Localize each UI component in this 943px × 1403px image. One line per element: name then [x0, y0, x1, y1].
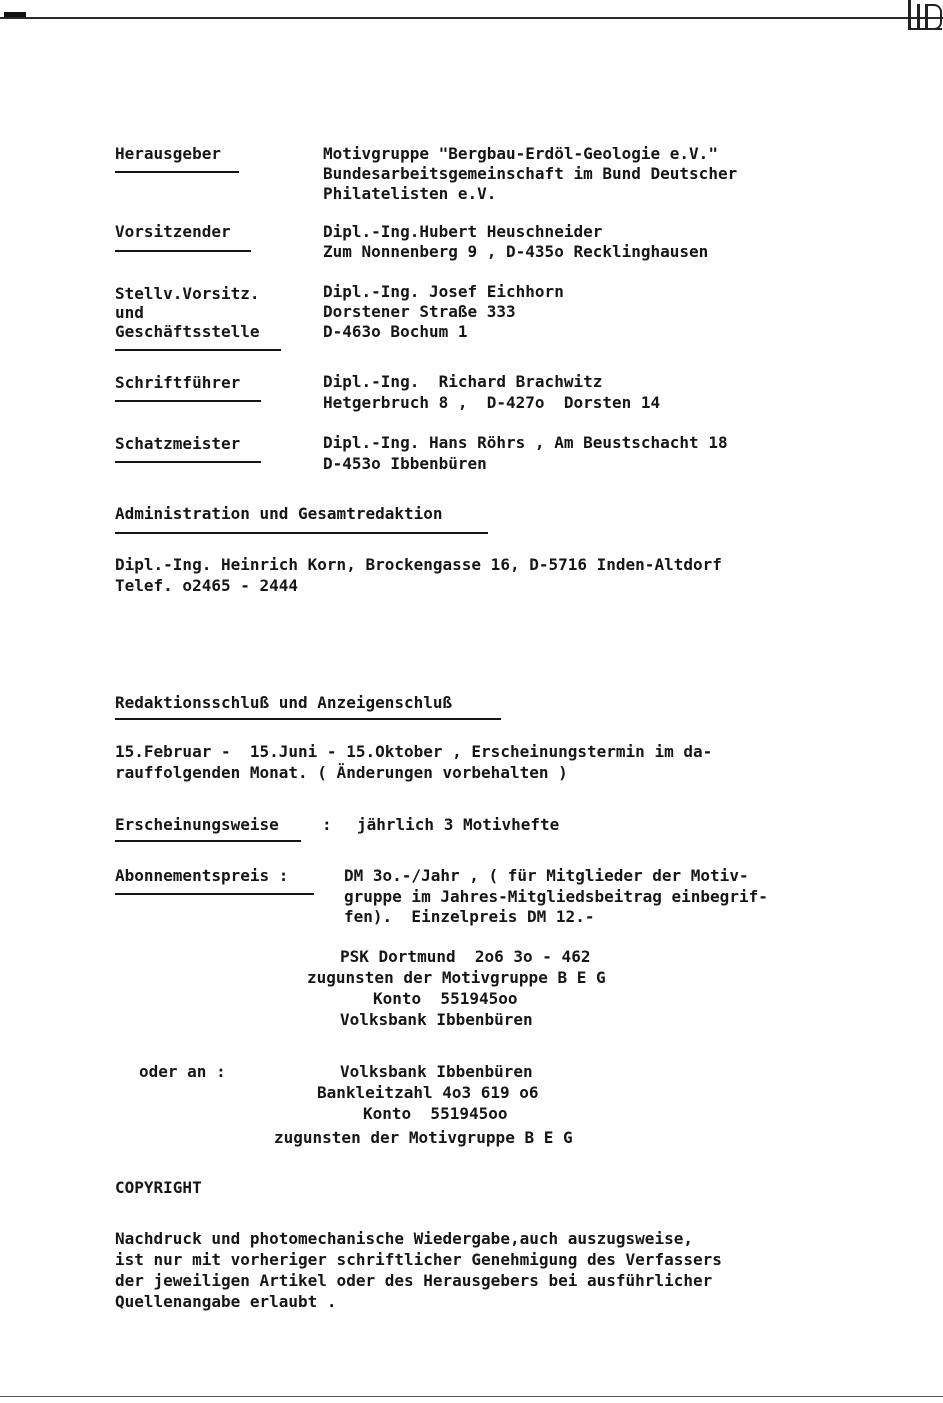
administration-line-1: Dipl.-Ing. Heinrich Korn, Brockengasse 16, D-5716 Inden-Altdorf: [115, 555, 722, 574]
schriftfuehrer-line-2: Hetgerbruch 8 , D-427o Dorsten 14: [323, 393, 661, 412]
copyright-line-3: der jeweiligen Artikel oder des Herausgebers bei ausführlicher: [115, 1271, 713, 1290]
administration-underline: [115, 532, 488, 534]
stellv-label-line-2: und: [115, 303, 144, 322]
schatzmeister-label: Schatzmeister: [115, 434, 241, 453]
herausgeber-line-1: Motivgruppe "Bergbau-Erdöl-Geologie e.V.": [323, 144, 718, 163]
herausgeber-line-2: Bundesarbeitsgemeinschaft im Bund Deutscher: [323, 164, 738, 183]
abonnement-line-1: DM 3o.-/Jahr , ( für Mitglieder der Motiv-: [344, 866, 749, 885]
redaktionsschluss-underline: [115, 718, 501, 720]
copyright-heading: COPYRIGHT: [115, 1178, 202, 1197]
herausgeber-label: Herausgeber: [115, 144, 221, 163]
payment-2-intro: oder an :: [139, 1062, 226, 1081]
abonnement-underline: [115, 893, 314, 895]
stellv-label-line-1: Stellv.Vorsitz.: [115, 284, 260, 303]
copyright-line-1: Nachdruck und photomechanische Wiedergabe,auch auszugsweise,: [115, 1229, 693, 1248]
payment-1-line-4: Volksbank Ibbenbüren: [340, 1010, 533, 1029]
copyright-line-2: ist nur mit vorheriger schriftlicher Genehmigung des Verfassers: [115, 1250, 722, 1269]
erscheinungsweise-colon: :: [322, 815, 332, 834]
herausgeber-underline: [115, 171, 239, 173]
top-rule: [0, 17, 943, 19]
payment-1-line-3: Konto 551945oo: [373, 989, 518, 1008]
payment-2-line-1: Volksbank Ibbenbüren: [340, 1062, 533, 1081]
stellv-underline: [115, 349, 281, 351]
schatzmeister-underline: [115, 461, 261, 463]
abonnement-line-3: fen). Einzelpreis DM 12.-: [344, 907, 595, 926]
stellv-label-line-3: Geschäftsstelle: [115, 322, 260, 341]
payment-2-line-2: Bankleitzahl 4o3 619 o6: [317, 1083, 539, 1102]
vorsitzender-label: Vorsitzender: [115, 222, 231, 241]
schriftfuehrer-label: Schriftführer: [115, 373, 241, 392]
bottom-rule: [0, 1396, 943, 1397]
administration-line-2: Telef. o2465 - 2444: [115, 576, 299, 595]
schatzmeister-line-2: D-453o Ibbenbüren: [323, 454, 487, 473]
herausgeber-line-3: Philatelisten e.V.: [323, 184, 497, 203]
abonnement-label: Abonnementspreis :: [115, 866, 289, 885]
erscheinungsweise-label: Erscheinungsweise: [115, 815, 279, 834]
vorsitzender-line-2: Zum Nonnenberg 9 , D-435o Recklinghausen: [323, 242, 709, 261]
vorsitzender-line-1: Dipl.-Ing.Hubert Heuschneider: [323, 222, 603, 241]
schatzmeister-line-1: Dipl.-Ing. Hans Röhrs , Am Beustschacht 18: [323, 433, 728, 452]
redaktionsschluss-line-1: 15.Februar - 15.Juni - 15.Oktober , Erscheinungstermin im da-: [115, 742, 713, 761]
redaktionsschluss-line-2: rauffolgenden Monat. ( Änderungen vorbehalten ): [115, 763, 568, 782]
payment-1-line-1: PSK Dortmund 2o6 3o - 462: [340, 947, 591, 966]
erscheinungsweise-underline: [115, 840, 301, 842]
payment-1-line-2: zugunsten der Motivgruppe B E G: [307, 968, 606, 987]
payment-2-line-3: Konto 551945oo: [363, 1104, 508, 1123]
stellv-line-2: Dorstener Straße 333: [323, 302, 516, 321]
schriftfuehrer-underline: [115, 400, 261, 402]
redaktionsschluss-heading: Redaktionsschluß und Anzeigenschluß: [115, 693, 453, 712]
vorsitzender-underline: [115, 250, 251, 252]
page-corner-mark: [908, 0, 942, 30]
administration-heading: Administration und Gesamtredaktion: [115, 504, 443, 523]
schriftfuehrer-line-1: Dipl.-Ing. Richard Brachwitz: [323, 372, 603, 391]
erscheinungsweise-value: jährlich 3 Motivhefte: [357, 815, 560, 834]
abonnement-line-2: gruppe im Jahres-Mitgliedsbeitrag einbegrif-: [344, 887, 768, 906]
copyright-line-4: Quellenangabe erlaubt .: [115, 1292, 337, 1311]
payment-2-line-4: zugunsten der Motivgruppe B E G: [274, 1128, 573, 1147]
stellv-line-3: D-463o Bochum 1: [323, 322, 468, 341]
stellv-line-1: Dipl.-Ing. Josef Eichhorn: [323, 282, 564, 301]
